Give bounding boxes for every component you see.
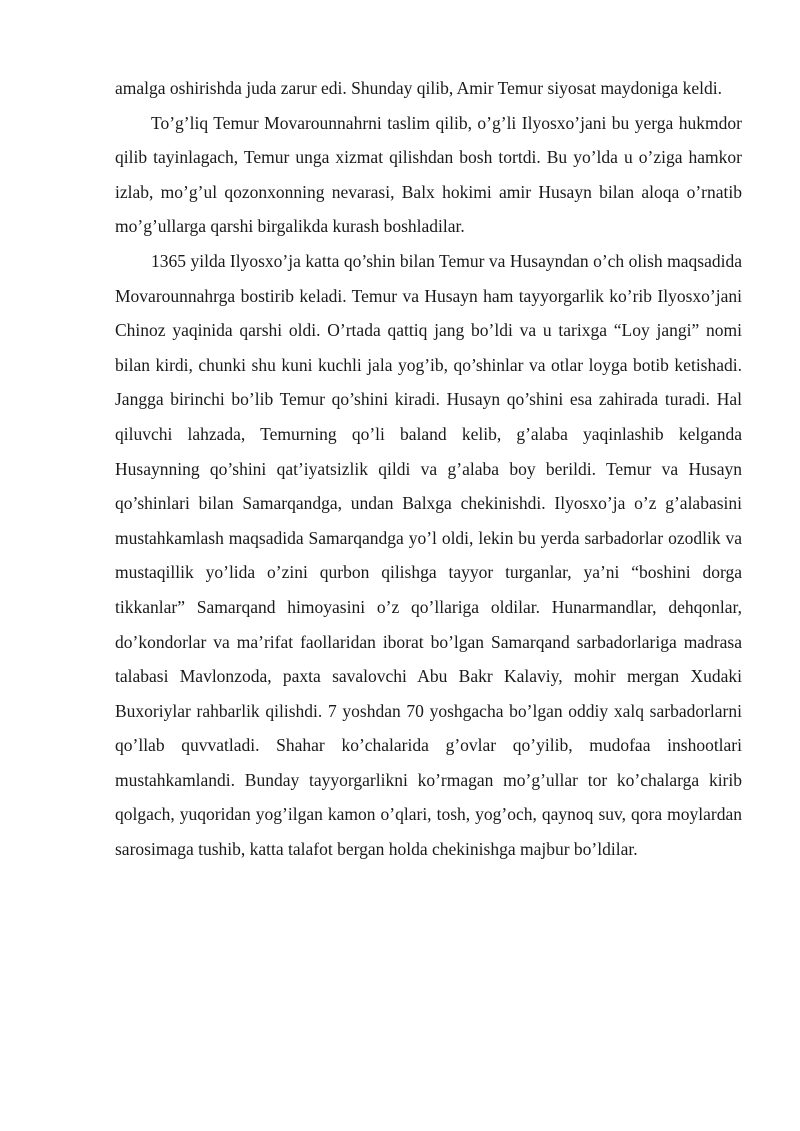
document-page <box>115 71 742 867</box>
paragraph-1: amalga oshirishda juda zarur edi. Shunday qilib, Amir Temur siyosat maydoniga keldi. <box>115 78 722 98</box>
paragraph-3: 1365 yilda Ilyosxo’ja katta qo’shin bilan Temur va Husayndan o’ch olish maqsadida Movarounnahrga bostirib keladi. Temur va Husayn ham tayyorgarlik ko’rib Ilyosxo’jani Chinoz yaqinida qarshi oldi. O’rtada qattiq jang bo’ldi va u tarixga “Loy jangi” nomi bilan kirdi, chunki shu kuni kuchli jala yog’ib, qo’shinlar va otlar loyga botib ketishadi. Jangga birinchi bo’lib Temur qo’shini kiradi. Husayn qo’shini esa zahirada turadi. Hal qiluvchi lahzada, Temurning qo’li baland kelib, g’alaba yaqinlashib kelganda Husaynning qo’shini qat’iyatsizlik qildi va g’alaba boy berildi. Temur va Husayn qo’shinlari bilan Samarqandga, undan Balxga chekinishdi. Ilyosxo’ja o’z g’alabasini mustahkamlash maqsadida Samarqandga yo’l oldi, lekin bu yerda sarbadorlar ozodlik va mustaqillik yo’lida o’zini qurbon qilishga tayyor turganlar, ya’ni “boshini dorga tikkanlar” Samarqand himoyasini o’z qo’llariga oldilar. Hunarmandlar, dehqonlar, do’kondorlar va ma’rifat faollaridan iborat bo’lgan Samarqand sarbadorlariga madrasa talabasi Mavlonzoda, paxta savalovchi Abu Bakr Kalaviy, mohir mergan Xudaki Buxoriylar rahbarlik qilishdi. 7 yoshdan 70 yoshgacha bo’lgan oddiy xalq sarbadorlarni qo’llab quvvatladi. Shahar ko’chalarida g’ovlar qo’yilib, mudofaa inshootlari mustahkamlandi. Bunday tayyorgarlikni ko’rmagan mo’g’ullar tor ko’chalarga kirib qolgach, yuqoridan yog’ilgan kamon o’qlari, tosh, yog’och, qaynoq suv, qora moylardan sarosimaga tushib, katta talafot bergan holda chekinishga majbur bo’ldilar. <box>115 250 742 860</box>
paragraph-2: To’g’liq Temur Movarounnahrni taslim qilib, o’g’li Ilyosxo’jani bu yerga hukmdor qilib tayinlagach, Temur unga xizmat qilishdan bosh tortdi. Bu yo’lda u o’ziga hamkor izlab, mo’g’ul qozonxonning nevarasi, Balx hokimi amir Husayn bilan aloqa o’rnatib mo’g’ullarga qarshi birgalikda kurash boshladilar. <box>115 112 742 237</box>
